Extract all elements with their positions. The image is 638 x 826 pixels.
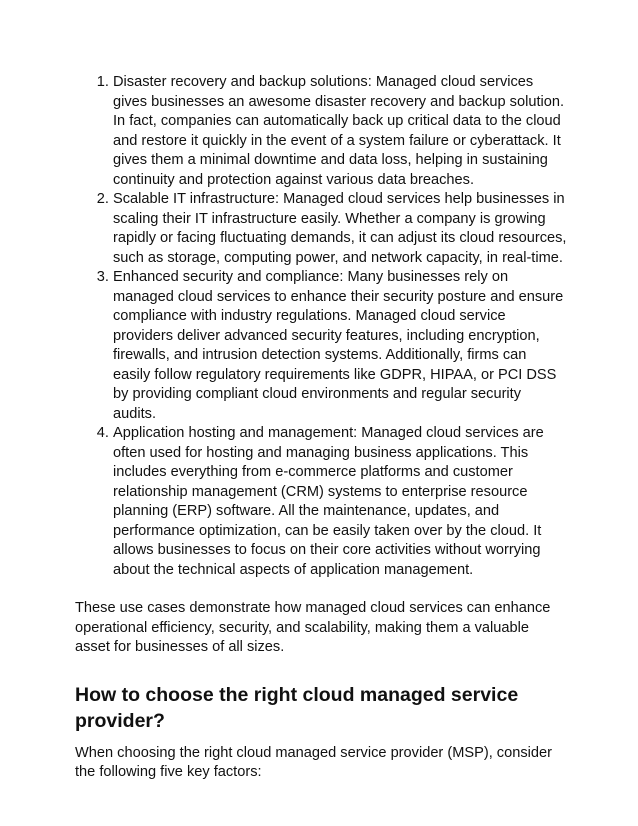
section-intro-paragraph: When choosing the right cloud managed service provider (MSP), consider the following five key factors: bbox=[75, 744, 552, 780]
list-item-application-hosting: 4. Application hosting and management: Managed cloud services are often used for hosting and managing business applications. This includes everything from e-commerce platforms and customer relationship management (CRM) systems to enterprise resource planning (ERP) software. All the maintenance, updates, and performance optimization, can be easily taken over by the cloud. It allows businesses to focus on their core activities without worrying about the technical aspects of application management. bbox=[113, 424, 567, 580]
summary-paragraph: These use cases demonstrate how managed cloud services can enhance operational efficiency, security, and scalability, making them a valuable asset for businesses of all sizes. bbox=[75, 600, 551, 655]
section-heading: How to choose the right cloud managed service provider? bbox=[75, 683, 519, 732]
list-item-scalable-infrastructure: 2. Scalable IT infrastructure: Managed cloud services help businesses in scaling their IT infrastructure easily. Whether a company is growing rapidly or facing fluctuating demands, it can adjust its cloud resources, such as storage, computing power, and network capacity, in real-time. bbox=[113, 190, 567, 268]
use-cases-list bbox=[75, 73, 567, 580]
list-item-security-compliance: 3. Enhanced security and compliance: Many businesses rely on managed cloud services to enhance their security posture and ensure compliance with industry regulations. Managed cloud service providers deliver advanced security features, including encryption, firewalls, and intrusion detection systems. Additionally, firms can easily follow regulatory requirements like GDPR, HIPAA, or PCI DSS by providing compliant cloud environments and regular security audits. bbox=[113, 268, 567, 424]
page-content bbox=[75, 73, 567, 783]
list-item-disaster-recovery: 1. Disaster recovery and backup solutions: Managed cloud services gives businesses an awesome disaster recovery and backup solution. In fact, companies can automatically back up critical data to the cloud and restore it quickly in the event of a system failure or cyberattack. It gives them a minimal downtime and data loss, helping in sustaining continuity and protection against various data breaches. bbox=[113, 73, 567, 190]
